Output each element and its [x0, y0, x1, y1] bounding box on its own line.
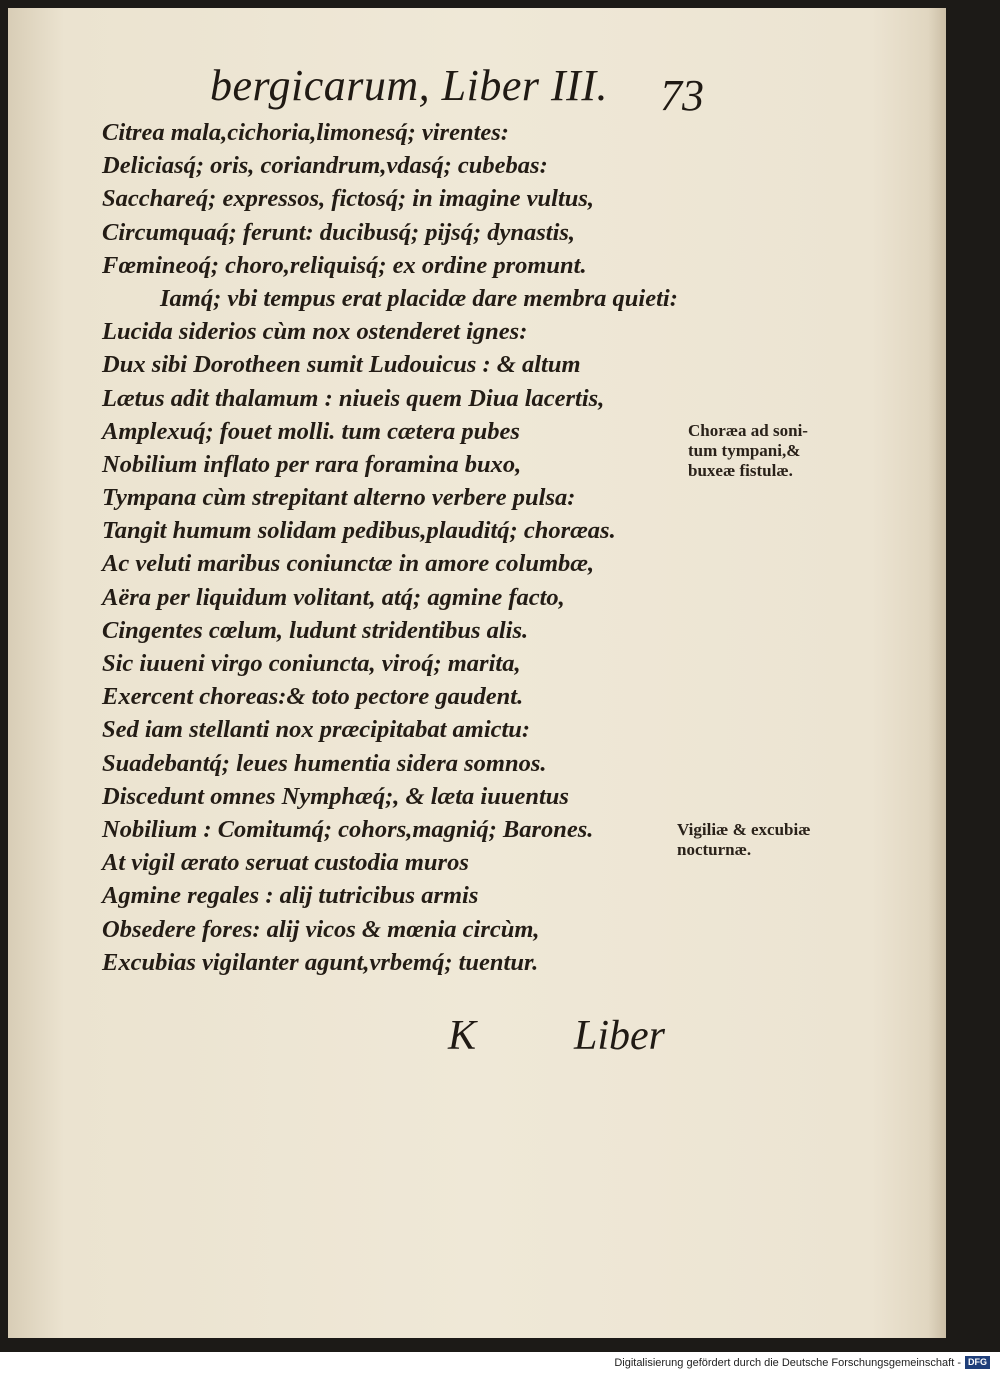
- marginal-note-line: nocturnæ.: [677, 840, 752, 859]
- verse-line: Sed iam stellanti nox præcipitabat amictu:: [102, 716, 531, 744]
- verse-line: Suadebantq́; leues humentia sidera somnos.: [102, 749, 547, 777]
- verse-line: Circumquaq́; ferunt: ducibusq́; pijsq́; dynastis,: [102, 218, 576, 246]
- verse-line: Sic iuueni virgo coniuncta, viroq́; marita,: [102, 650, 521, 677]
- verse-line: Tympana cùm strepitant alterno verbere pulsa:: [102, 484, 576, 512]
- marginal-note-line: Choræa ad soni-: [688, 421, 808, 440]
- marginal-note-dance: [688, 421, 808, 481]
- verse-line: Fœmineoq́; choro,reliquisq́; ex ordine promunt.: [102, 251, 587, 279]
- verse-line: Dux sibi Dorotheen sumit Ludouicus : & altum: [102, 351, 581, 379]
- marginal-note-line: buxeæ fistulæ.: [688, 461, 793, 480]
- running-title: bergicarum, Liber III.: [210, 61, 608, 110]
- verse-line: Discedunt omnes Nymphæq́;, & læta iuuentus: [102, 782, 569, 810]
- verse-line: Excubias vigilanter agunt,vrbemq́; tuentur.: [102, 948, 539, 976]
- verse-line: Amplexuq́; fouet molli. tum cætera pubes: [102, 417, 520, 445]
- verse-line: Nobilium : Comitumq́; cohors,magniq́; Barones.: [102, 815, 594, 843]
- verse-line: Agmine regales : alij tutricibus armis: [102, 882, 479, 910]
- dfg-logo: DFG: [965, 1356, 990, 1369]
- verse-line: Obsedere fores: alij vicos & mœnia circùm,: [102, 915, 540, 943]
- verse-line: Aëra per liquidum volitant, atq́; agmine facto,: [102, 583, 565, 611]
- funding-footer: [614, 1356, 990, 1369]
- verse-line: Ac veluti maribus coniunctæ in amore columbæ,: [102, 550, 595, 578]
- book-page: [8, 8, 946, 1338]
- marginal-note-night-watch: [677, 820, 810, 860]
- marginal-note-line: Vigiliæ & excubiæ: [677, 820, 811, 839]
- funding-text: Digitalisierung gefördert durch die Deutsche Forschungsgemeinschaft -: [614, 1356, 961, 1369]
- verse-line: Lætus adit thalamum : niueis quem Diua lacertis,: [102, 384, 605, 412]
- verse-list: [102, 116, 678, 979]
- page-number: 73: [660, 71, 704, 120]
- verse-line: Nobilium inflato per rara foramina buxo,: [102, 450, 522, 478]
- catchword: Liber: [574, 1013, 666, 1059]
- verse-line: At vigil ærato seruat custodia muros: [102, 849, 469, 877]
- verse-line: Citrea mala,cichoria,limonesq́; virentes:: [102, 119, 509, 146]
- verse-line: Sacchareq́; expressos, fictosq́; in imagine vultus,: [102, 185, 595, 213]
- verse-line: Iamq́; vbi tempus erat placidæ dare membra quieti:: [160, 284, 678, 312]
- verse-line: Exercent choreas:& toto pectore gaudent.: [102, 683, 524, 711]
- verse-line: Deliciasq́; oris, coriandrum,vdasq́; cubebas:: [102, 152, 548, 180]
- verse-line: Cingentes cœlum, ludunt stridentibus alis.: [102, 616, 529, 644]
- verse-line: Tangit humum solidam pedibus,plauditq́; choræas.: [102, 517, 616, 545]
- marginal-note-line: tum tympani,&: [688, 441, 801, 460]
- verse-line: Lucida siderios cùm nox ostenderet ignes:: [102, 318, 528, 346]
- signature-mark: K: [448, 1013, 477, 1059]
